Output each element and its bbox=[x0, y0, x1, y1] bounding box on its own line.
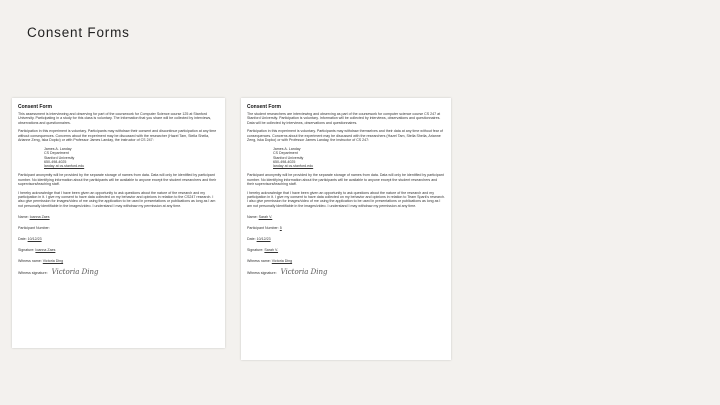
participant-number-field: Participant Number: 5 bbox=[247, 226, 282, 231]
consent-form-document bbox=[12, 98, 225, 348]
address-line: landay at cs.stanford.edu bbox=[44, 164, 85, 169]
name-field: Name: Sarah V. bbox=[247, 215, 273, 220]
witness-signature-image: Victoria Ding bbox=[280, 267, 328, 276]
address-line: James A. Landay bbox=[273, 146, 301, 151]
address-line: 650-498-4025 bbox=[44, 160, 67, 164]
address-line: 650-498-4025 bbox=[273, 160, 296, 164]
address-line: James A. Landay bbox=[44, 146, 72, 151]
witness-name-value: Victoria Ding bbox=[42, 259, 64, 264]
signature-value: Sarah V. bbox=[264, 248, 279, 253]
instructor-address bbox=[273, 147, 445, 169]
signature-field: Signature: Sarah V. bbox=[247, 248, 279, 253]
name-value: Sarah V. bbox=[258, 215, 273, 220]
signature-value: Ioanna Zaes bbox=[35, 248, 56, 253]
address-line: CS Department bbox=[273, 151, 298, 156]
form-withdraw-paragraph: Participation in this experiment is voluntary. Participants may withdraw themselves and their data at any time without fear of consequences. Concerns about the experiment may be discussed with the researchers (Hazel Tam, Stella Sheila, Arianne Zeng, Iska Dopko) or with Professor James Landay, the instructor of CS 247: bbox=[247, 129, 443, 142]
name-field: Name: Ioanna Zaes bbox=[18, 215, 50, 220]
witness-signature-image: Victoria Ding bbox=[51, 267, 99, 276]
slide-title: Consent Forms bbox=[27, 25, 130, 40]
date-field: Date: 10/12/23 bbox=[18, 237, 42, 242]
name-value: Ioanna Zaes bbox=[29, 215, 50, 220]
date-value: 10/12/23 bbox=[256, 237, 271, 242]
witness-name-field: Witness name: Victoria Ding bbox=[247, 259, 293, 264]
consent-form-document bbox=[241, 98, 451, 360]
address-line: Stanford University bbox=[273, 155, 304, 160]
form-anonymity-paragraph: Participant anonymity will be provided by the separate storage of names from data. Data will only be identified by participant number. No identifying information about the participants will be available to anyone except the student researchers and their supervisors/teaching staff. bbox=[18, 173, 217, 186]
form-agreement-paragraph: I hereby acknowledge that I have been given an opportunity to ask questions about the nature of the research and my participation in it. I give my consent to have data collected on my behavior and opinions in relation to the CS247 research. I also give permission for images/video of me using the application to be used in presentations or publications as long as I am not personally identifiable in the images/video. I understand I may withdraw my permission at any time. bbox=[18, 190, 216, 208]
form-withdraw-paragraph: Participation in this experiment is voluntary. Participants may withdraw their consent and discontinue participation at any time without consequences. Concerns about the experiment may be discussed with the researcher (Hazel Tam, Stella Sheila, Arianne Zeng, Iska Dopko) or with Professor James Landay, the instructor of CS 247: bbox=[18, 129, 217, 142]
participant-number-value: 5 bbox=[279, 226, 282, 231]
form-title: Consent Form bbox=[18, 104, 52, 110]
witness-name-value: Victoria Ding bbox=[271, 259, 293, 264]
witness-name-field: Witness name: Victoria Ding bbox=[18, 259, 64, 264]
form-agreement-paragraph: I hereby acknowledge that I have been given an opportunity to ask questions about the nature of the research and my participation in it. I give my consent to have data collected on my behavior and opinions in relation to Team Spark's research. I also give permission for images/video of me using the application to be used in presentations or publications as long as I am not personally identifiable in the images/video. I understand I may withdraw my permission at any time. bbox=[247, 190, 445, 208]
address-line: CS Department bbox=[44, 151, 69, 156]
address-line: landay at cs.stanford.edu bbox=[273, 164, 314, 169]
instructor-address bbox=[44, 147, 219, 169]
witness-signature-field: Witness signature: Victoria Ding bbox=[247, 267, 328, 276]
signature-field: Signature: Ioanna Zaes bbox=[18, 248, 56, 253]
form-anonymity-paragraph: Participant anonymity will be provided by the separate storage of names from data. Data will only be identified by participant number. No identifying information about the participants will be available to anyone except the student researchers and their supervisors/teaching staff. bbox=[247, 173, 444, 186]
form-intro-paragraph: This assessment is interviewing and observing for part of the coursework for Computer Science course 125 at Stanford University. Participating in a study for this class is voluntary. The information that you share will be collected by interviews, observations and questionnaires. bbox=[18, 112, 212, 125]
form-intro-paragraph: The student researchers are interviewing and observing as part of the coursework for computer science course CS 247 at Stanford University. Participation is voluntary. Information will be collected by interviews, observations and questionnaires. Data will be collected by interviews, observations and questionnaires. bbox=[247, 112, 441, 125]
date-value: 10/12/23 bbox=[27, 237, 42, 242]
address-line: Stanford University bbox=[44, 155, 75, 160]
form-title: Consent Form bbox=[247, 104, 281, 110]
witness-signature-field: Witness signature: Victoria Ding bbox=[18, 267, 99, 276]
participant-number-field: Participant Number: bbox=[18, 226, 50, 231]
date-field: Date: 10/12/23 bbox=[247, 237, 271, 242]
